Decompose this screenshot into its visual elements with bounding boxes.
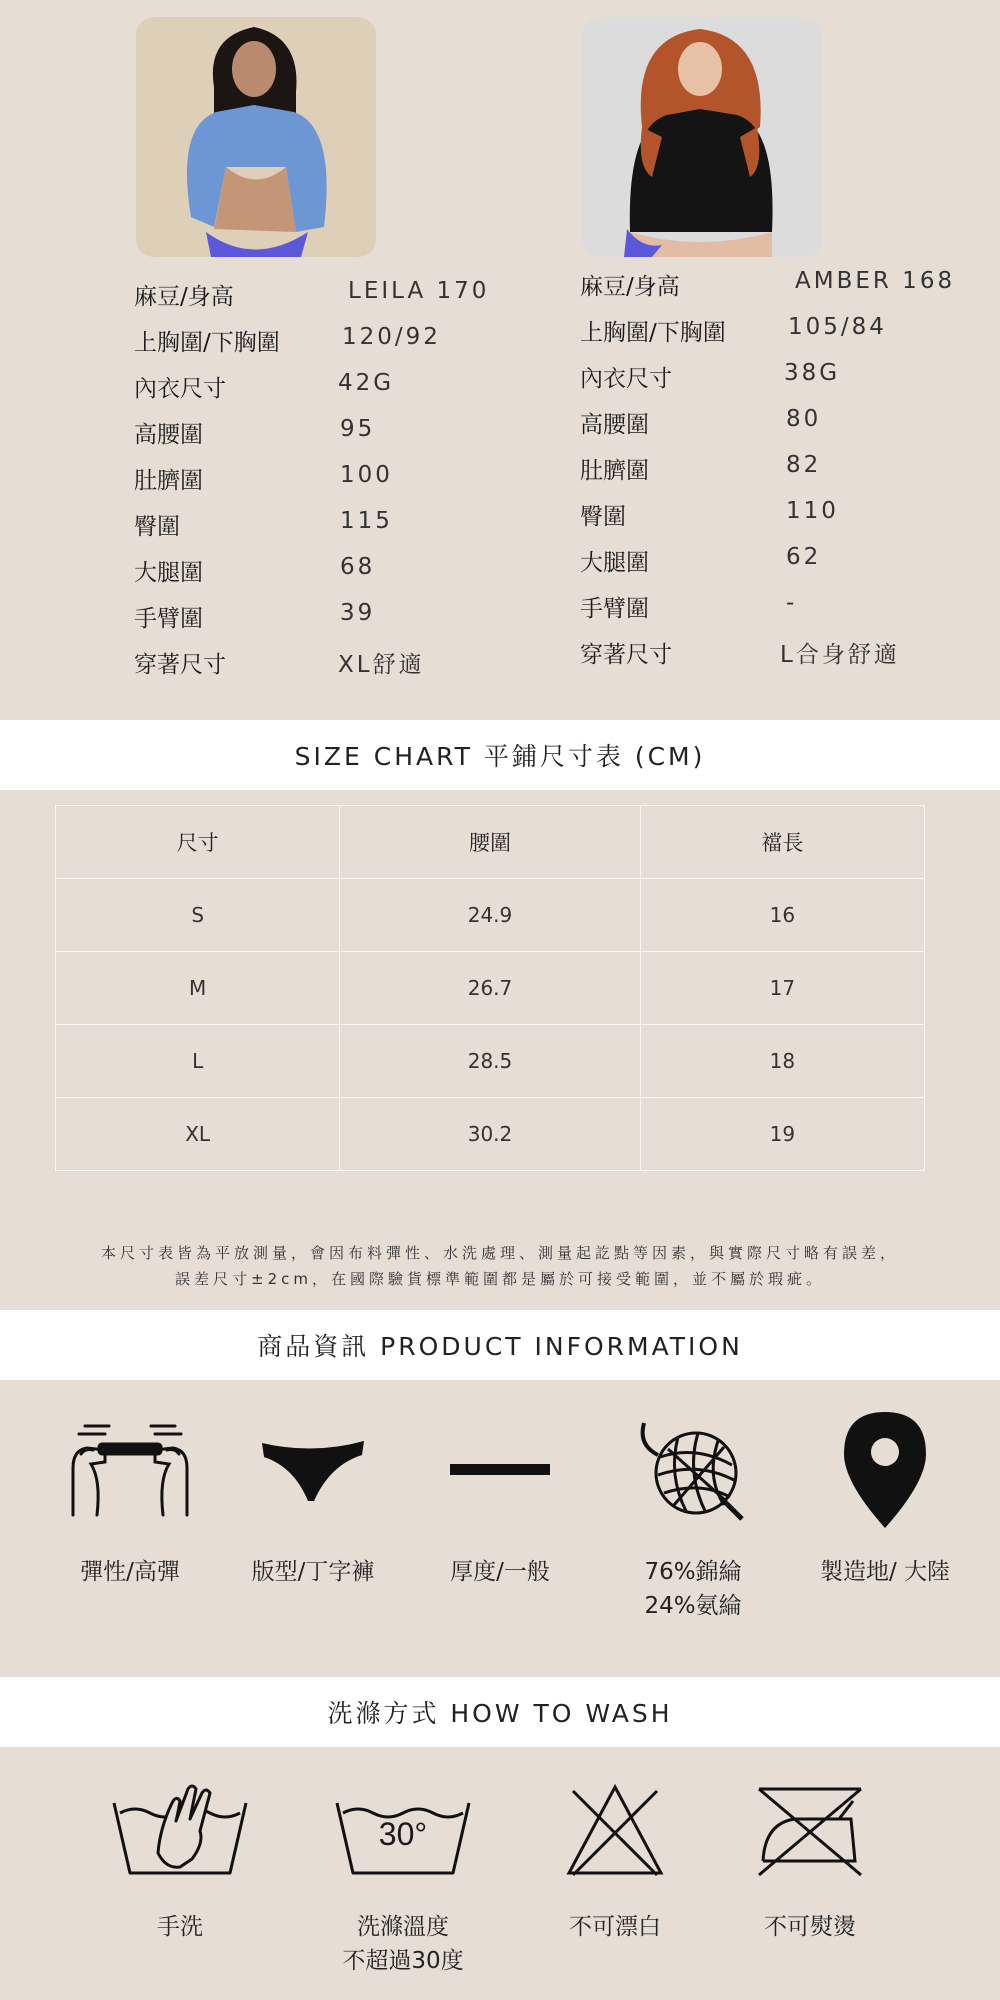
no-bleach-icon (565, 1783, 665, 1878)
thickness-icon (450, 1460, 550, 1480)
stat-value: 42G (338, 370, 395, 396)
stat-row (580, 452, 1000, 486)
wash-banner (0, 1677, 1000, 1747)
stat-row (580, 406, 1000, 440)
table-header-cell: 尺寸 (56, 806, 340, 879)
yarn-icon (638, 1415, 748, 1525)
stat-key: 穿著尺寸 (134, 652, 226, 678)
wash-label-line: 不超過30度 (342, 1948, 464, 1974)
stat-row (580, 314, 1000, 348)
stat-value: AMBER 168 (795, 268, 956, 294)
stat-value: L合身舒適 (780, 642, 900, 668)
size-note (20, 1240, 980, 1292)
table-cell: 19 (640, 1098, 924, 1171)
model-photo-leila (136, 17, 376, 257)
location-pin-icon (842, 1410, 928, 1530)
info-label-line: 76%錦綸 (644, 1559, 742, 1585)
stat-key: 大腿圍 (580, 550, 649, 576)
stat-row (580, 268, 1000, 302)
table-row (56, 1098, 925, 1171)
stat-row (580, 636, 1000, 670)
stat-value: 39 (340, 600, 376, 626)
stat-key: 麻豆/身高 (134, 284, 234, 310)
stat-value: 38G (784, 360, 841, 386)
stat-value: 110 (786, 498, 839, 524)
wash-no-bleach (530, 1780, 700, 1944)
stat-row (134, 554, 574, 588)
stat-row (134, 416, 574, 450)
stretch-icon (65, 1420, 195, 1520)
stat-key: 手臂圍 (134, 606, 203, 632)
stat-value: 82 (786, 452, 822, 478)
table-cell: 24.9 (340, 879, 640, 952)
info-origin (800, 1405, 970, 1589)
stat-row (134, 508, 574, 542)
stat-key: 內衣尺寸 (580, 366, 672, 392)
info-label-line: 24%氨綸 (644, 1593, 742, 1619)
wash-label: 不可熨燙 (764, 1914, 856, 1940)
product-info-title: 商品資訊 PRODUCT INFORMATION (257, 1332, 743, 1361)
stat-row (580, 590, 1000, 624)
table-header-cell: 腰圍 (340, 806, 640, 879)
info-elasticity (45, 1405, 215, 1589)
size-chart-table (55, 805, 925, 1171)
stat-row (134, 324, 574, 358)
wash-title: 洗滌方式 HOW TO WASH (327, 1699, 673, 1728)
info-label: 版型/丁字褲 (251, 1559, 375, 1585)
product-info-banner (0, 1310, 1000, 1380)
hand-wash-icon (110, 1783, 250, 1878)
size-note-line: 本尺寸表皆為平放測量，會因布料彈性、水洗處理、測量起訖點等因素，與實際尺寸略有誤差， (100, 1244, 899, 1262)
table-cell: XL (56, 1098, 340, 1171)
table-cell: 18 (640, 1025, 924, 1098)
stat-key: 麻豆/身高 (580, 274, 680, 300)
stat-key: 大腿圍 (134, 560, 203, 586)
stat-row (134, 370, 574, 404)
stat-key: 臀圍 (134, 514, 180, 540)
stat-key: 內衣尺寸 (134, 376, 226, 402)
wash-hand (95, 1780, 265, 1944)
table-cell: 16 (640, 879, 924, 952)
stat-key: 穿著尺寸 (580, 642, 672, 668)
table-header-cell: 襠長 (640, 806, 924, 879)
table-header-row (56, 806, 925, 879)
wash-label-line: 洗滌溫度 (357, 1914, 449, 1940)
stat-row (134, 646, 574, 680)
stat-row (580, 360, 1000, 394)
table-row (56, 952, 925, 1025)
info-label: 厚度/一般 (450, 1559, 550, 1585)
stat-row (580, 498, 1000, 532)
wash-temperature (318, 1780, 488, 1978)
stat-value: 80 (786, 406, 822, 432)
thong-icon (258, 1435, 368, 1505)
stat-key: 上胸圍/下胸圍 (580, 320, 726, 346)
no-iron-icon (755, 1783, 865, 1878)
table-row (56, 1025, 925, 1098)
wash-label (318, 1910, 488, 1978)
wash-label: 手洗 (157, 1914, 203, 1940)
stat-value: 95 (340, 416, 376, 442)
info-material (608, 1405, 778, 1623)
table-cell: 30.2 (340, 1098, 640, 1171)
stat-key: 臀圍 (580, 504, 626, 530)
stat-value: 115 (340, 508, 393, 534)
size-chart-title: SIZE CHART 平鋪尺寸表 (CM) (294, 742, 706, 771)
stat-value: LEILA 170 (348, 278, 490, 304)
stat-key: 肚臍圍 (134, 468, 203, 494)
stat-row (134, 278, 574, 312)
stat-key: 肚臍圍 (580, 458, 649, 484)
stat-value: 62 (786, 544, 822, 570)
stat-value: 105/84 (788, 314, 887, 340)
info-label: 彈性/高彈 (80, 1559, 180, 1585)
wash-label: 不可漂白 (569, 1914, 661, 1940)
stat-row (134, 462, 574, 496)
stat-row (134, 600, 574, 634)
stat-value: - (786, 590, 798, 616)
stat-key: 手臂圍 (580, 596, 649, 622)
stat-value: 68 (340, 554, 376, 580)
wash-no-iron (725, 1780, 895, 1944)
table-cell: 28.5 (340, 1025, 640, 1098)
info-thickness (415, 1405, 585, 1589)
table-cell: M (56, 952, 340, 1025)
table-row (56, 879, 925, 952)
table-cell: 17 (640, 952, 924, 1025)
stat-value: XL舒適 (338, 652, 425, 678)
table-cell: S (56, 879, 340, 952)
stat-key: 上胸圍/下胸圍 (134, 330, 280, 356)
table-cell: L (56, 1025, 340, 1098)
table-cell: 26.7 (340, 952, 640, 1025)
wash-temp-symbol: 30° (378, 1816, 428, 1852)
size-note-line: 誤差尺寸±2cm，在國際驗貨標準範圍都是屬於可接受範圍，並不屬於瑕疵。 (175, 1270, 825, 1288)
stat-value: 100 (340, 462, 393, 488)
stat-key: 高腰圍 (134, 422, 203, 448)
info-fit (228, 1405, 398, 1589)
model-photo-amber (582, 17, 822, 257)
size-chart-banner (0, 720, 1000, 790)
stat-key: 高腰圍 (580, 412, 649, 438)
stat-row (580, 544, 1000, 578)
info-label: 製造地/ 大陸 (819, 1559, 951, 1585)
info-label (608, 1555, 778, 1623)
stat-value: 120/92 (342, 324, 441, 350)
